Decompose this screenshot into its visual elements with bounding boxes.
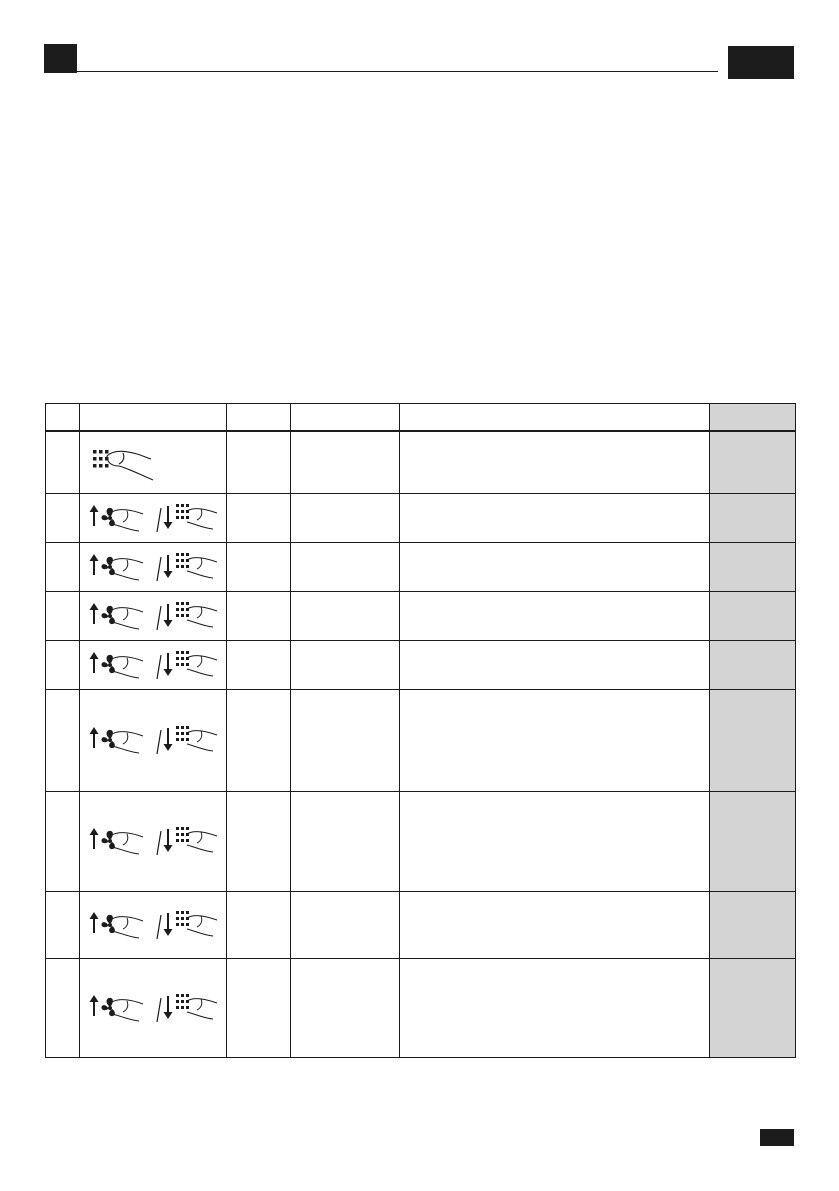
code-cell: [227, 690, 291, 791]
col-header-step: [46, 404, 80, 431]
col-header-action: [80, 404, 227, 431]
table-row: [46, 791, 796, 891]
notes-cell: [710, 891, 796, 958]
notes-cell: [710, 958, 796, 1057]
notes-cell: [710, 543, 796, 592]
up-fan-down-grid-icon: [80, 891, 227, 958]
description-cell: [400, 494, 710, 543]
notes-cell: [710, 494, 796, 543]
col-header-description: [400, 404, 710, 431]
display-cell: [291, 641, 400, 690]
col-header-notes: [710, 404, 796, 431]
code-cell: [227, 494, 291, 543]
table-row: [46, 431, 796, 494]
display-cell: [291, 543, 400, 592]
header-rule: [77, 71, 718, 72]
description-cell: [400, 641, 710, 690]
code-cell: [227, 431, 291, 494]
notes-cell: [710, 791, 796, 891]
step-cell: [46, 791, 80, 891]
description-cell: [400, 592, 710, 641]
step-cell: [46, 543, 80, 592]
table-row: [46, 958, 796, 1057]
page-number-badge: [760, 1129, 794, 1146]
up-fan-down-grid-icon: [80, 592, 227, 641]
description-cell: [400, 891, 710, 958]
table-row: [46, 543, 796, 592]
step-cell: [46, 891, 80, 958]
description-cell: [400, 690, 710, 791]
header-tab-right: [728, 46, 794, 79]
display-cell: [291, 791, 400, 891]
up-fan-down-grid-icon: [80, 690, 227, 791]
header-tab-left: [44, 44, 77, 73]
finger-press-grid-icon: [80, 431, 227, 494]
col-header-display: [291, 404, 400, 431]
table-row: [46, 690, 796, 791]
step-cell: [46, 958, 80, 1057]
notes-cell: [710, 641, 796, 690]
code-cell: [227, 791, 291, 891]
step-cell: [46, 592, 80, 641]
step-cell: [46, 431, 80, 494]
procedure-table: [45, 403, 796, 1058]
table-row: [46, 891, 796, 958]
display-cell: [291, 494, 400, 543]
code-cell: [227, 592, 291, 641]
up-fan-down-grid-icon: [80, 791, 227, 891]
table-header-row: [46, 404, 796, 431]
description-cell: [400, 543, 710, 592]
code-cell: [227, 543, 291, 592]
col-header-code: [227, 404, 291, 431]
up-fan-down-grid-icon: [80, 543, 227, 592]
description-cell: [400, 431, 710, 494]
up-fan-down-grid-icon: [80, 958, 227, 1057]
code-cell: [227, 891, 291, 958]
display-cell: [291, 690, 400, 791]
notes-cell: [710, 592, 796, 641]
code-cell: [227, 641, 291, 690]
table-row: [46, 494, 796, 543]
step-cell: [46, 641, 80, 690]
display-cell: [291, 431, 400, 494]
display-cell: [291, 592, 400, 641]
up-fan-down-grid-icon: [80, 641, 227, 690]
step-cell: [46, 494, 80, 543]
notes-cell: [710, 431, 796, 494]
step-cell: [46, 690, 80, 791]
display-cell: [291, 958, 400, 1057]
code-cell: [227, 958, 291, 1057]
description-cell: [400, 791, 710, 891]
description-cell: [400, 958, 710, 1057]
display-cell: [291, 891, 400, 958]
table-row: [46, 641, 796, 690]
up-fan-down-grid-icon: [80, 494, 227, 543]
table-row: [46, 592, 796, 641]
notes-cell: [710, 690, 796, 791]
